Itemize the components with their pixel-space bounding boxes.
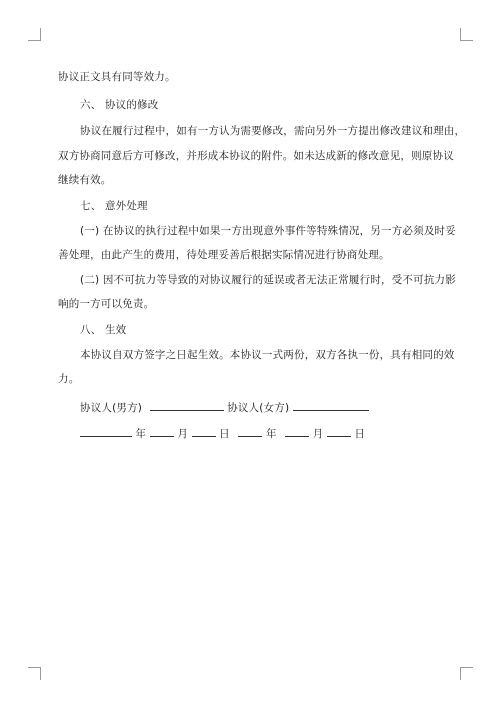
date-year-label-2: 年 [265, 428, 277, 440]
signature-label-female: 协议人(女方) [227, 402, 290, 414]
signature-row [80, 399, 470, 415]
signature-blank-female[interactable] [293, 399, 369, 411]
date-day-label-2: 日 [354, 428, 366, 440]
paragraph-line: 协议在履行过程中，如有一方认为需要修改，需向另外一方提出修改建议和理由， [80, 125, 466, 137]
paragraph-line: 响的一方可以免责。 [58, 298, 155, 310]
section-heading-modification: 六、 协议的修改 [80, 99, 159, 111]
corner-crop-mark-bottom-left [28, 667, 41, 680]
signature-label-male: 协议人(男方) [80, 402, 143, 414]
date-month-label-2: 月 [312, 428, 324, 440]
date-blank-day-2[interactable] [327, 425, 351, 437]
section-heading-effect: 八、 生效 [80, 324, 127, 336]
paragraph-line: 双方协商同意后方可修改，并形成本协议的附件。如未达成新的修改意见，则原协议 [58, 150, 454, 162]
date-month-label-1: 月 [177, 428, 189, 440]
paragraph-line: (一) 在协议的执行过程中如果一方出现意外事件等特殊情况，另一方必须及时妥 [80, 225, 456, 237]
paragraph-line: 协议正文具有同等效力。 [58, 71, 176, 83]
date-row [80, 425, 470, 441]
signature-blank-male[interactable] [150, 399, 224, 411]
date-year-label-1: 年 [135, 428, 147, 440]
corner-crop-mark-top-right [460, 28, 473, 41]
corner-crop-mark-bottom-right [460, 667, 473, 680]
section-heading-accident: 七、 意外处理 [80, 200, 148, 212]
date-blank-month-1[interactable] [150, 425, 174, 437]
date-blank-year-2[interactable] [238, 425, 262, 437]
date-blank-month-2[interactable] [285, 425, 309, 437]
date-blank-year-1[interactable] [80, 425, 132, 437]
date-day-label-1: 日 [219, 428, 230, 440]
corner-crop-mark-top-left [28, 28, 41, 41]
date-blank-day-1[interactable] [192, 425, 216, 437]
paragraph-line: 力。 [58, 373, 80, 385]
paragraph-line: (二) 因不可抗力等导致的对协议履行的延误或者无法正常履行时，受不可抗力影 [80, 274, 456, 286]
paragraph-line: 善处理，由此产生的费用，待处理妥善后根据实际情况进行协商处理。 [58, 249, 390, 261]
paragraph-line: 本协议自双方签字之日起生效。本协议一式两份，双方各执一份，具有相同的效 [80, 349, 455, 361]
paragraph-line: 继续有效。 [58, 174, 112, 186]
